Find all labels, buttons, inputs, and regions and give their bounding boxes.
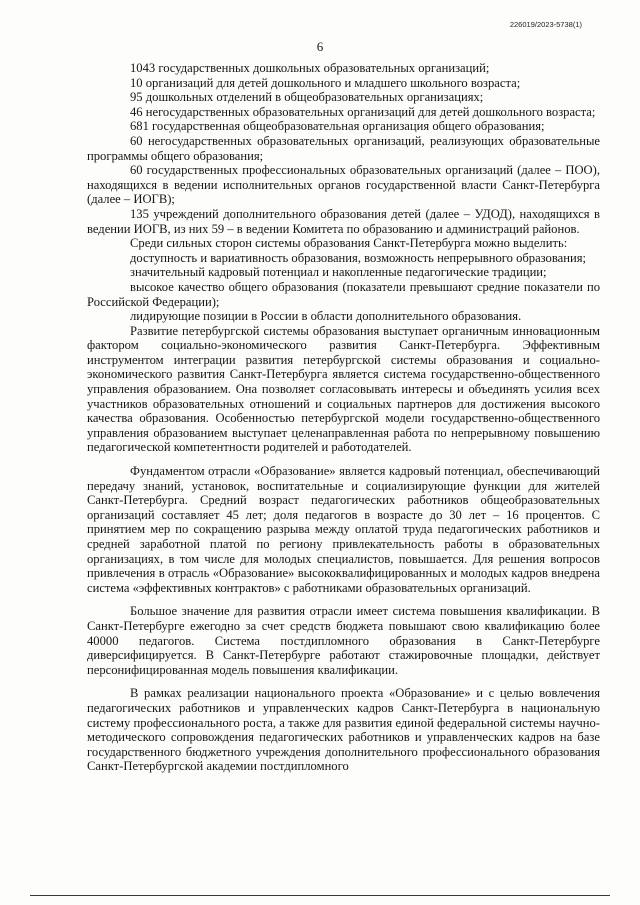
list-item: 135 учреждений дополнительного образования детей (далее – УДОД), находящихся в ведении ИОГВ, из них 59 – в ведении Комитета по образованию и администраций районов. — [87, 206, 600, 236]
document-body — [87, 61, 600, 774]
paragraph-development: Развитие петербургской системы образования выступает органичным инновационным фактором социально-экономического развития Санкт-Петербурга. Эффективным инструментом интеграции развития петербургской системы образования и социально-экономического развития Санкт-Петербурга является система государственно-общественного управления образованием. Она позволяет согласовывать интересы и объединять усилия всех участников образовательных отношений и социальных партнеров для достижения высокого качества образования. Особенностью петербургской модели государственно-общественного управления образованием выступает целенаправленная работа по непрерывному повышению педагогической компетентности родителей и работодателей. — [87, 323, 600, 455]
paragraph-strengths-intro: Среди сильных сторон системы образования Санкт-Петербурга можно выделить: — [130, 236, 568, 251]
list-item: 60 государственных профессиональных образовательных организаций (далее – ПОО), находящихся в ведении исполнительных органов государственной власти Санкт-Петербурга (далее – ИОГВ); — [87, 163, 600, 207]
document-registration-number: 226019/2023-5738(1) — [509, 20, 582, 29]
list-item: 95 дошкольных отделений в общеобразовательных организациях; — [130, 90, 484, 105]
list-item: 60 негосударственных образовательных организаций, реализующих образовательные программы общего образования; — [87, 133, 600, 163]
list-item: 46 негосударственных образовательных организаций для детей дошкольного возраста; — [130, 104, 596, 119]
list-item: 10 организаций для детей дошкольного и младшего школьного возраста; — [130, 75, 521, 90]
list-item: значительный кадровый потенциал и накопленные педагогические традиции; — [130, 265, 547, 280]
list-item: 1043 государственных дошкольных образовательных организаций; — [130, 61, 490, 75]
paragraph-qualification: Большое значение для развития отрасли имеет система повышения квалификации. В Санкт-Петербурге ежегодно за счет средств бюджета повышают свою квалификацию более 40000 педагогов. Система постдипломного образования в Санкт-Петербурге диверсифицируется. В Санкт-Петербурге работают стажировочные площадки, действует персонифицированная модель повышения квалификации. — [87, 604, 600, 677]
list-item: лидирующие позиции в России в области дополнительного образования. — [130, 309, 522, 324]
paragraph-national-project: В рамках реализации национального проекта «Образование» и с целью вовлечения педагогических работников и управленческих кадров Санкт-Петербурга в национальную систему профессионального роста, а также для развития единой федеральной системы научно-методического сопровождения педагогических работников и управленческих кадров на базе государственного бюджетного учреждения дополнительного профессионального образования Санкт-Петербургской академии постдипломного — [87, 686, 600, 774]
list-item: высокое качество общего образования (показатели превышают средние показатели по Российской Федерации); — [87, 279, 600, 309]
list-item: 681 государственная общеобразовательная организация общего образования; — [130, 119, 545, 134]
page-number: 6 — [316, 39, 324, 54]
bottom-divider — [30, 895, 610, 896]
paragraph-personnel: Фундаментом отрасли «Образование» является кадровый потенциал, обеспечивающий передачу знаний, установок, воспитательные и социализирующие функции для жителей Санкт-Петербурга. Средний возраст педагогических работников общеобразовательных организаций составляет 45 лет; доля педагогов в возрасте до 30 лет – 16 процентов. С принятием мер по сокращению разрыва между оплатой труда педагогических работников и средней заработной платой по региону привлекательность работы в образовательных организациях, в том числе для молодых специалистов, повышается. Для решения вопросов привлечения в отрасль «Образование» высококвалифицированных и молодых кадров внедрена система «эффективных контрактов» с работниками образовательных организаций. — [87, 464, 600, 595]
list-item: доступность и вариативность образования, возможность непрерывного образования; — [130, 250, 586, 265]
